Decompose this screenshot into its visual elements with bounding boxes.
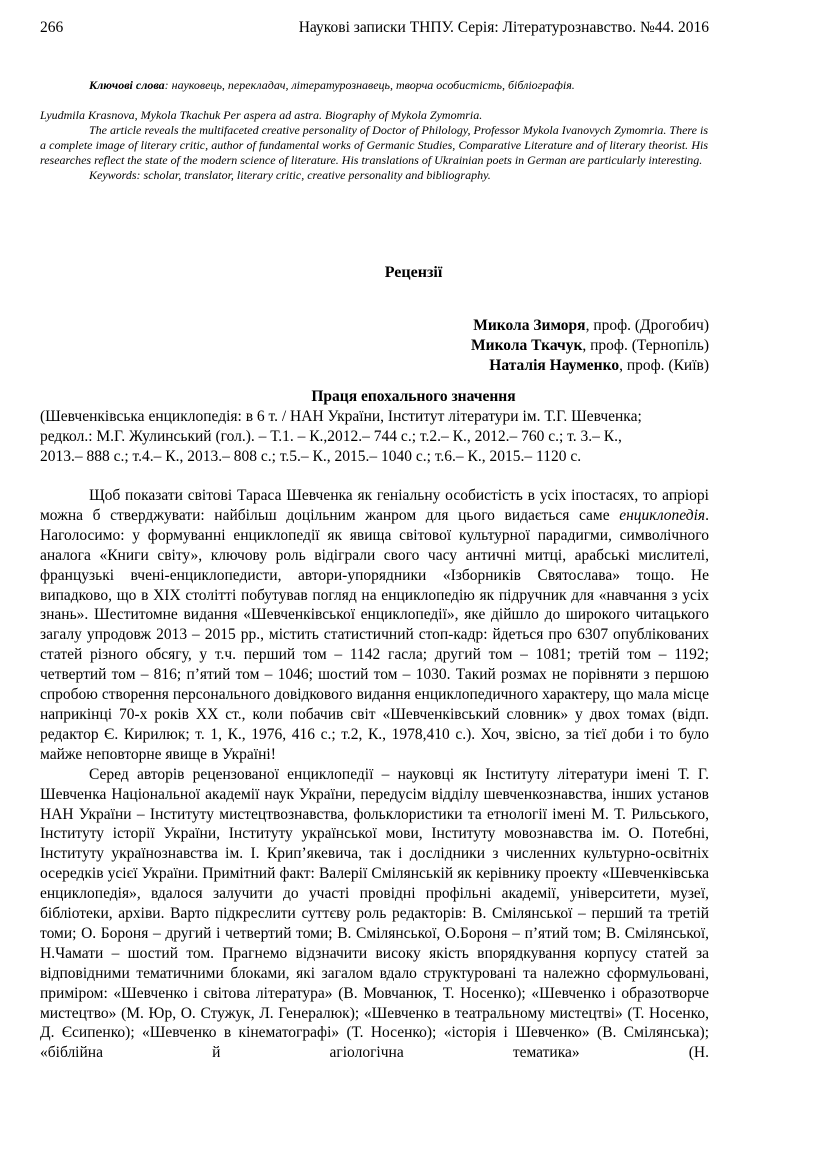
abstract-keywords: Keywords: scholar, translator, literary critic, creative personality and bibliography. xyxy=(89,168,491,183)
citation-line: редкол.: М.Г. Жулинський (гол.). – Т.1. – К.,2012.– 744 с.; т.2.– К., 2012.– 760 с.; т. 3.– К., xyxy=(40,428,622,446)
citation-line: 2013.– 888 с.; т.4.– К., 2013.– 808 с.; т.5.– К., 2015.– 1040 с.; т.6.– К., 2015.– 1120 с. xyxy=(40,448,582,466)
abstract-text: The article reveals the multifaceted creative personality of Doctor of Philology, Professor Mykola Ivanovych Zymomria. There is a complete image of literary critic, author of fundamental works of Germanic Studies, Comparative Literature and of literary theorist. His researches reflect the state of the modern science of literature. His translations of Ukrainian poets in German are particularly interesting. xyxy=(40,123,708,168)
page-number: 266 xyxy=(40,19,64,36)
paragraph-text: Щоб показати світові Тараса Шевченка як геніальну особистість в усіх іпостасях, то апріорі можна б стверджувати: найбільш доцільним жанром для цього видається саме xyxy=(40,487,709,524)
citation-line: (Шевченківська енциклопедія: в 6 т. / НАН України, Інститут літератури ім. Т.Г. Шевченка; xyxy=(40,408,642,425)
keywords-label: Ключові слова xyxy=(89,78,165,92)
author-name: Наталія Науменко xyxy=(489,356,620,374)
review-body xyxy=(40,486,709,1063)
author-line xyxy=(471,316,709,336)
paragraph-text: . Наголосимо: у формуванні енциклопедії як явища світової культурної парадигми, символічного аналога «Книги світу», ключову роль відіграли свого часу античні митці, арабські мислителі, французькі вчені-енциклопедисти, автори-упорядники «Ізборників Святослава» тощо. Не випадково, що в XIX столітті побутував погляд на енциклопедію як підручник для «навчання з усіх знань». Шеститомне видання «Шевченківської енциклопедії», яке дійшло до широкого читацького загалу упродовж 2013 – 2015 рр., містить статистичний стоп-кадр: йдеться про 6307 опублікованих статей різного обсягу, у т.ч. перший том – 1142 гасла; другий том – 1081; третій том – 1192; четвертий том – 816; п’ятий том – 1046; шостий том – 1030. Такий розмах не порівняти з першою спробою створення персонального довідкового видання енциклопедичного характеру, що мала місце наприкінці 70-х років XX ст., коли побачив світ «Шевченківський словник» у двох томах (відп. редактор Є. Кирилюк; т. 1, К., 1976, 416 с.; т.2, К., 1978,410 с.). Хоч, звісно, за тієї доби і то було майже неповторне явище в Україні! xyxy=(40,506,709,763)
author-line xyxy=(471,336,709,356)
body-paragraph xyxy=(40,486,709,765)
author-affiliation: , проф. (Тернопіль) xyxy=(582,336,709,354)
journal-title: Наукові записки ТНПУ. Серія: Літературознавство. №44. 2016 xyxy=(298,19,709,36)
author-name: Микола Ткачук xyxy=(471,336,583,354)
author-affiliation: , проф. (Дрогобич) xyxy=(585,317,709,334)
english-abstract xyxy=(40,108,708,183)
review-title: Праця епохального значення xyxy=(311,388,516,405)
body-paragraph: Серед авторів рецензованої енциклопедії – науковці як Інституту літератури імені Т. Г. Шевченка Національної академії наук України, передусім відділу шевченкознавства, інших установ НАН України – Інституту мистецтвознавства, фольклористики та етнології імені М. Т. Рильського, Інституту історії України, Інституту української мови, Інституту мовознавства ім. О. Потебні, Інституту українознавства ім. І. Крип’якевича, так і дослідники з численних культурно-освітніх осередків усієї України. Примітний факт: Валерії Смілянській як керівнику проекту «Шевченківська енциклопедія», вдалося залучити до участі провідні профільні академії, університети, музеї, бібліотеки, архіви. Варто підкреслити суттєву роль редакторів: В. Смілянської – перший та третій томи; О. Бороня – другий і четвертий томи; В. Смілянської, О.Бороня – п’ятий том; В. Смілянської, Н.Чамати – шостий том. Прагнемо відзначити високу якість впорядкування корпусу статей за відповідними тематичними блоками, які загалом вдало структуровані та належно сформульовані, приміром: «Шевченко і світова література» (В. Мовчанюк, Т. Носенко); «Шевченко і образотворче мистецтво» (М. Юр, О. Стужук, Л. Генералюк); «Шевченко в театральному мистецтві» (Т. Носенко, Д. Єсипенко); «Шевченко в кінематографі» (Т. Носенко); «історія і Шевченко» (В. Смілянська); «біблійна й агіологічна тематика» (Н. xyxy=(40,765,709,1062)
keywords-text: : науковець, перекладач, літературознавець, творча особистість, бібліографія. xyxy=(164,78,575,92)
keywords-ukrainian xyxy=(40,78,708,93)
bibliographic-citation xyxy=(40,407,709,468)
author-line xyxy=(471,356,709,376)
author-affiliation: , проф. (Київ) xyxy=(619,356,709,374)
section-heading: Рецензії xyxy=(384,264,443,281)
abstract-byline: Lyudmila Krasnova, Mykola Tkachuk Per aspera ad astra. Biography of Mykola Zymomria. xyxy=(40,108,483,122)
author-name: Микола Зиморя xyxy=(473,317,586,334)
authors-block xyxy=(471,316,709,375)
italic-term: енциклопедія xyxy=(619,506,706,524)
